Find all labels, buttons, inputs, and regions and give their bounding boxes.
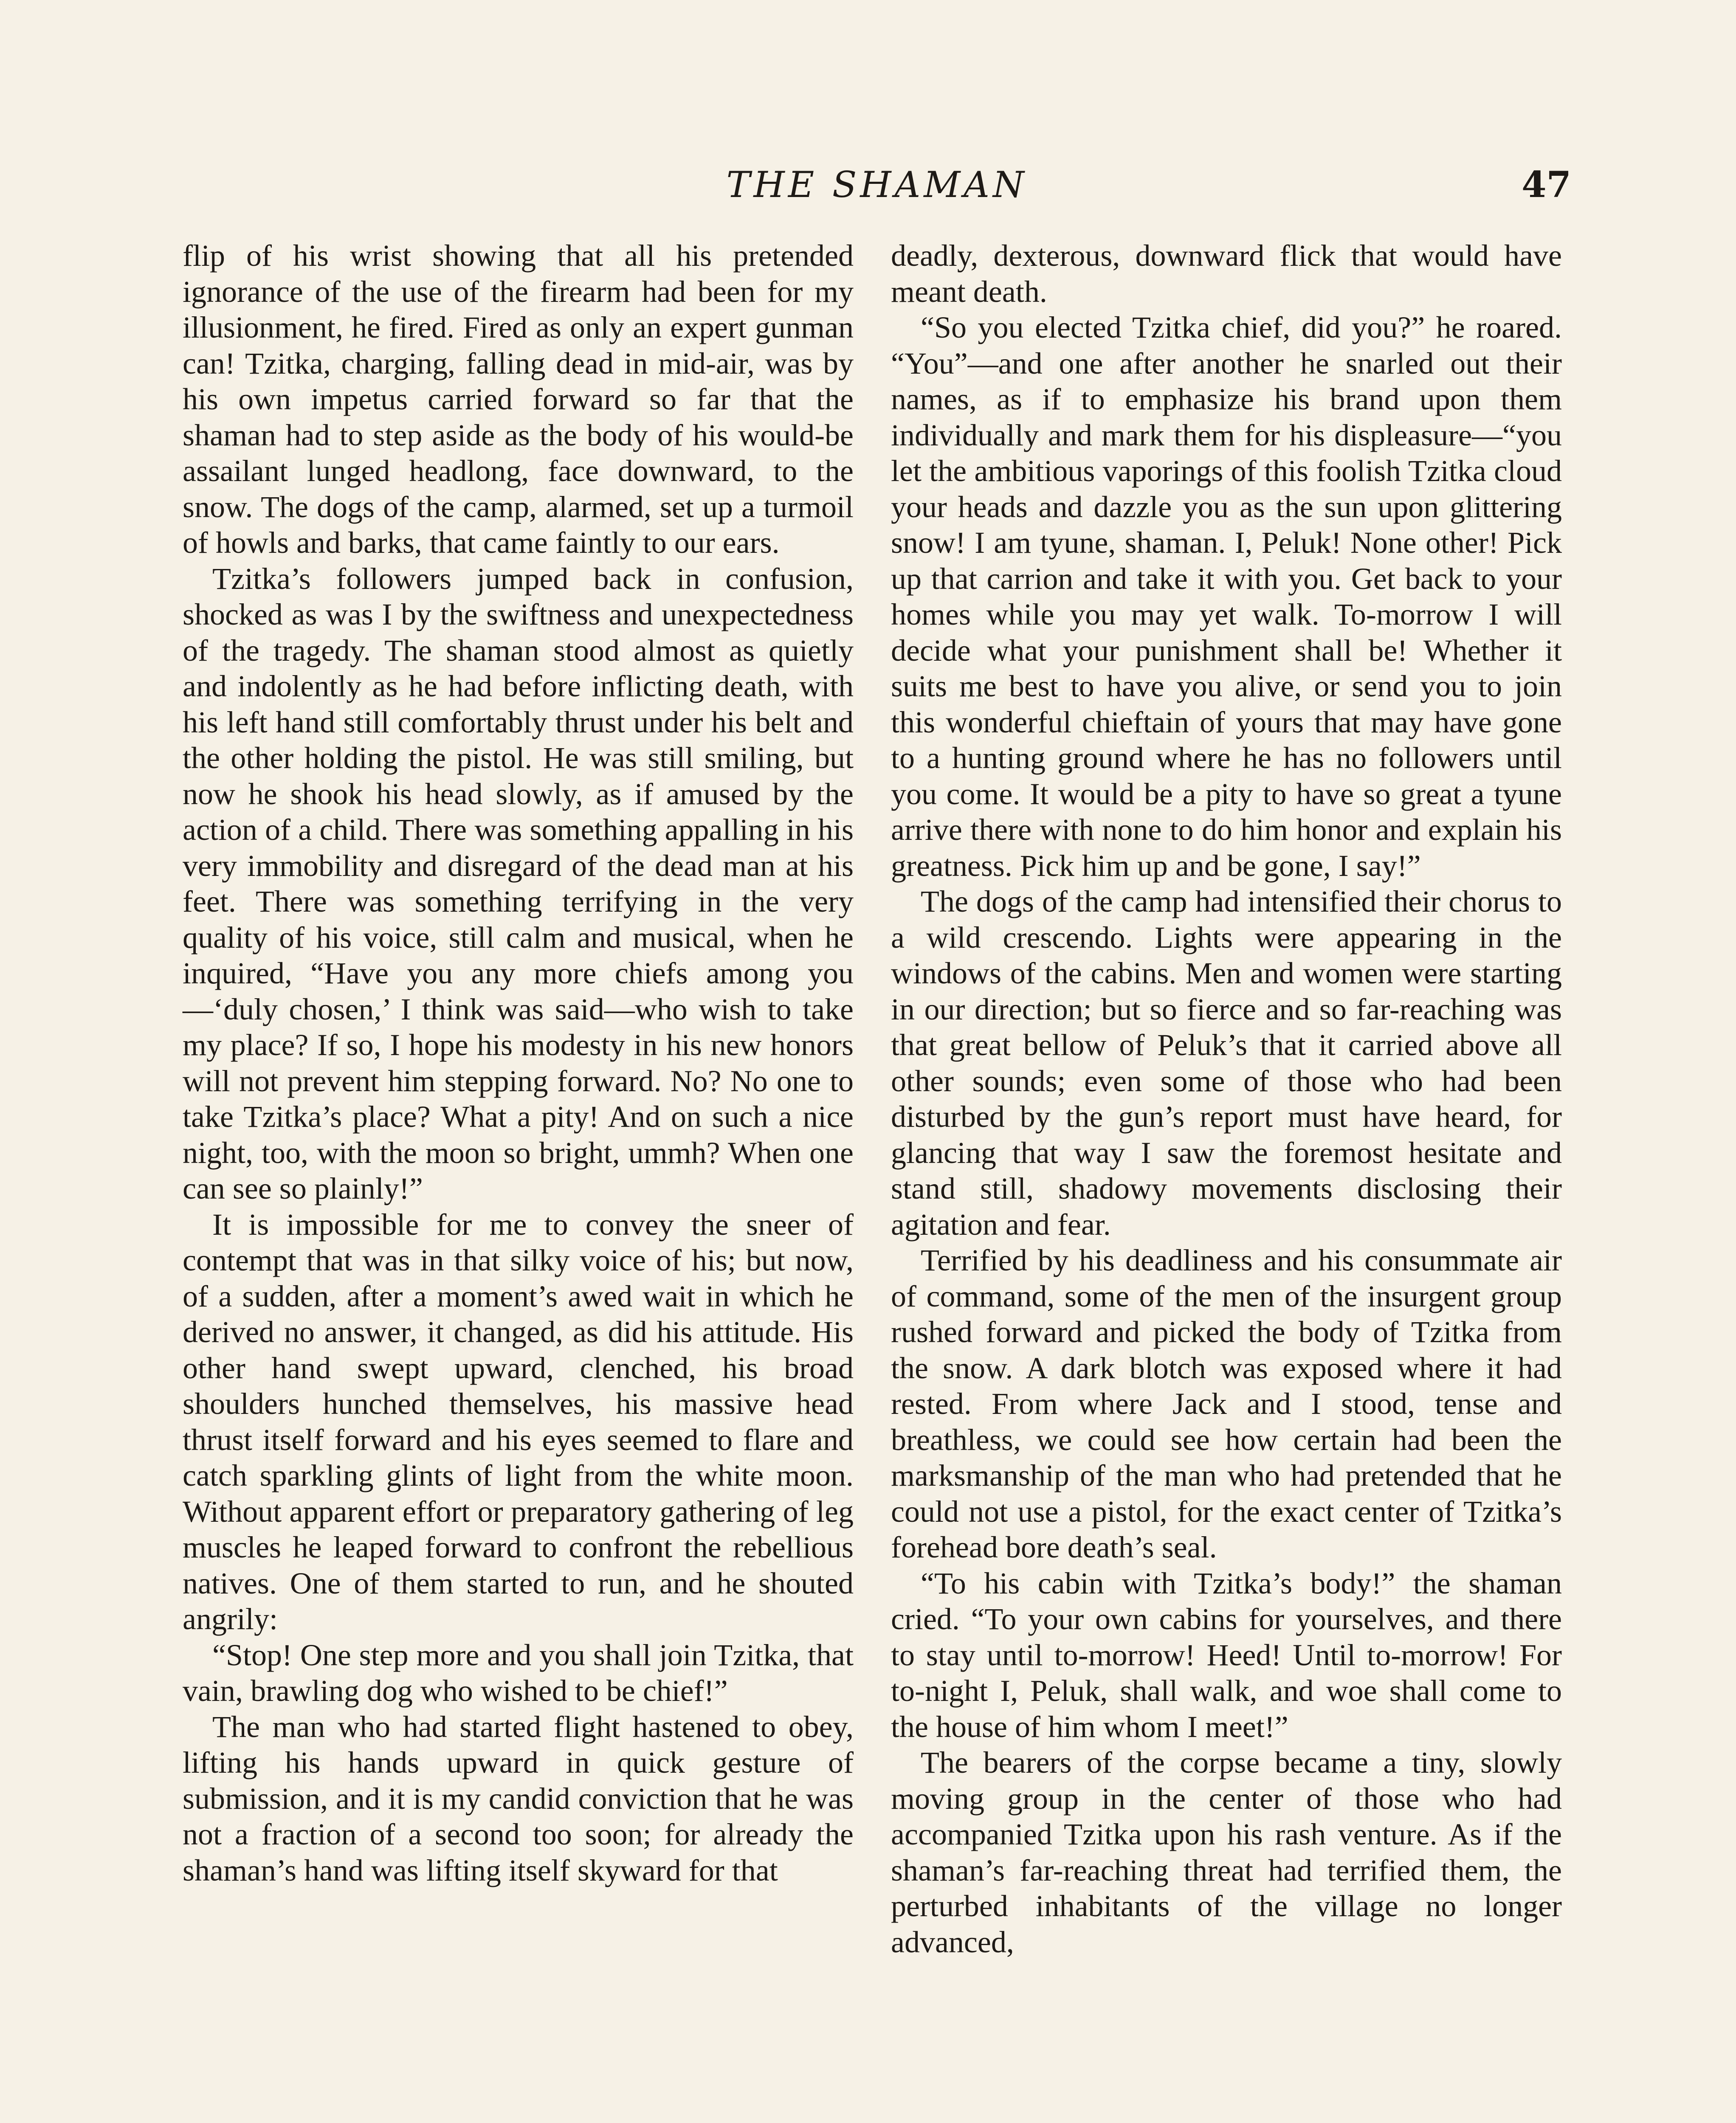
- paragraph: deadly, dexterous, downward flick that would have meant death.: [891, 239, 1562, 309]
- paragraph: “Stop! One step more and you shall join Tzitka, that vain, brawling dog who wished to be chief!”: [183, 1638, 854, 1708]
- running-title: THE SHAMAN: [726, 164, 1028, 206]
- paragraph: The man who had started flight hastened to obey, lifting his hands upward in quick gesture of submission, and it is my candid conviction that he was not a fraction of a second too soon; for already the shaman’s hand was lifting itself skyward for that: [183, 1709, 854, 1887]
- paragraph: The bearers of the corpse became a tiny, slowly moving group in the center of those who had accompanied Tzitka upon his rash venture. As if the shaman’s far-reaching threat had terrified them, the perturbed inhabitants of the village no longer advanced,: [891, 1746, 1562, 1959]
- paragraph: The dogs of the camp had intensified their chorus to a wild crescendo. Lights were appearing in the windows of the cabins. Men and women were starting in our direction; but so fierce and so far-reaching was that great bellow of Peluk’s that it carried above all other sounds; even some of those who had been disturbed by the gun’s report must have heard, for glancing that way I saw the foremost hesitate and stand still, shadowy movements disclosing their agitation and fear.: [891, 884, 1562, 1242]
- paragraph: “To his cabin with Tzitka’s body!” the shaman cried. “To your own cabins for yourselves, and there to stay until to-morrow! Heed! Until to-morrow! For to-night I, Peluk, shall walk, and woe shall come to the house of him whom I meet!”: [891, 1566, 1562, 1744]
- running-header: [183, 161, 1571, 208]
- left-column: [183, 238, 854, 1888]
- paragraph: flip of his wrist showing that all his pretended ignorance of the use of the firearm had been for my illusionment, he fired. Fired as only an expert gunman can! Tzitka, charging, falling dead in mid-air, was by his own impetus carried forward so far that the shaman had to step aside as the body of his would-be assailant lunged headlong, face downward, to the snow. The dogs of the camp, alarmed, set up a turmoil of howls and barks, that came faintly to our ears.: [183, 239, 854, 560]
- paragraph: “So you elected Tzitka chief, did you?” he roared. “You”—and one after another he snarled out their names, as if to emphasize his brand upon them individually and mark them for his displeasure—“you let the ambitious vaporings of this foolish Tzitka cloud your heads and dazzle you as the sun upon glittering snow! I am tyune, shaman. I, Peluk! None other! Pick up that carrion and take it with you. Get back to your homes while you may yet walk. To-morrow I will decide what your punishment shall be! Whether it suits me best to have you alive, or send you to join this wonderful chieftain of yours that may have gone to a hunting ground where he has no followers until you come. It would be a pity to have so great a tyune arrive there with none to do him honor and explain his greatness. Pick him up and be gone, I say!”: [891, 310, 1562, 883]
- right-column: [891, 238, 1562, 1960]
- paragraph: It is impossible for me to convey the sneer of contempt that was in that silky voice of his; but now, of a sudden, after a moment’s awed wait in which he derived no answer, it changed, as did his attitude. His other hand swept upward, clenched, his broad shoulders hunched themselves, his massive head thrust itself forward and his eyes seemed to flare and catch sparkling glints of light from the white moon. Without apparent effort or preparatory gathering of leg muscles he leaped forward to confront the rebellious natives. One of them started to run, and he shouted angrily:: [183, 1207, 854, 1636]
- page-number: 47: [1522, 163, 1571, 206]
- paragraph: Terrified by his deadliness and his consummate air of command, some of the men of the insurgent group rushed forward and picked the body of Tzitka from the snow. A dark blotch was exposed where it had rested. From where Jack and I stood, tense and breathless, we could see how certain had been the marksmanship of the man who had pretended that he could not use a pistol, for the exact center of Tzitka’s forehead bore death’s seal.: [891, 1243, 1562, 1564]
- paragraph: Tzitka’s followers jumped back in confusion, shocked as was I by the swiftness and unexpectedness of the tragedy. The shaman stood almost as quietly and indolently as he had before inflicting death, with his left hand still comfortably thrust under his belt and the other holding the pistol. He was still smiling, but now he shook his head slowly, as if amused by the action of a child. There was something appalling in his very immobility and disregard of the dead man at his feet. There was something terrifying in the very quality of his voice, still calm and musical, when he inquired, “Have you any more chiefs among you—‘duly chosen,’ I think was said—who wish to take my place? If so, I hope his modesty in his new honors will not prevent him stepping forward. No? No one to take Tzitka’s place? What a pity! And on such a nice night, too, with the moon so bright, ummh? When one can see so plainly!”: [183, 561, 854, 1205]
